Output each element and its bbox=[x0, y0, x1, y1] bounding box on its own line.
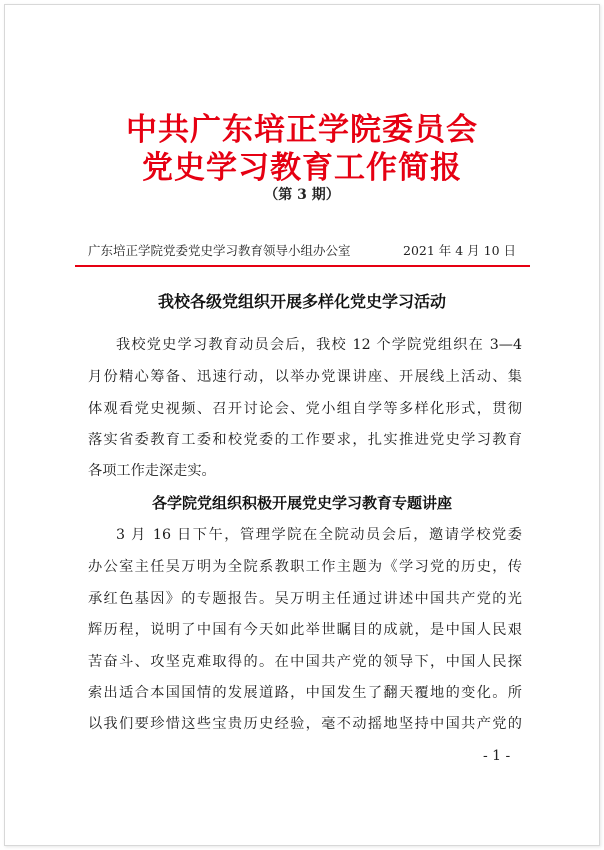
issuing-office: 广东培正学院党委党史学习教育领导小组办公室 bbox=[88, 243, 351, 258]
page-number: - 1 - bbox=[483, 748, 511, 764]
issue-date: 2021 年 4 月 10 日 bbox=[403, 243, 517, 258]
paragraph2-line: 索出适合本国国情的发展道路，中国发生了翻天覆地的变化。所 bbox=[88, 685, 522, 701]
briefing-title-line1: 中共广东培正学院委员会 bbox=[126, 112, 478, 148]
issue-number: （第 3 期） bbox=[264, 187, 340, 203]
paragraph2-line: 以我们要珍惜这些宝贵历史经验，毫不动摇地坚持中国共产党的 bbox=[88, 716, 522, 732]
paragraph1-line: 体观看党史视频、召开讨论会、党小组自学等多样化形式，贯彻 bbox=[88, 401, 522, 417]
briefing-title-line2: 党史学习教育工作简报 bbox=[142, 150, 462, 186]
paragraph1-line: 我校党史学习教育动员会后，我校 12 个学院党组织在 3—4 bbox=[116, 337, 522, 353]
paragraph2-line: 办公室主任吴万明为全院系教职工作主题为《学习党的历史，传 bbox=[88, 559, 522, 575]
article-headline: 我校各级党组织开展多样化党史学习活动 bbox=[157, 292, 446, 311]
paragraph1-line: 各项工作走深走实。 bbox=[88, 463, 216, 479]
paragraph2-line: 承红色基因》的专题报告。吴万明主任通过讲述中国共产党的光 bbox=[88, 591, 522, 607]
paragraph2-line: 3 月 16 日下午，管理学院在全院动员会后，邀请学校党委 bbox=[116, 527, 522, 543]
paragraph1-line: 月份精心筹备、迅速行动，以举办党课讲座、开展线上活动、集 bbox=[88, 369, 522, 385]
paragraph2-line: 辉历程，说明了中国有今天如此举世瞩目的成就，是中国人民艰 bbox=[88, 622, 522, 638]
paragraph1-line: 落实省委教育工委和校党委的工作要求，扎实推进党史学习教育 bbox=[88, 432, 522, 448]
paragraph2-line: 苦奋斗、攻坚克难取得的。在中国共产党的领导下，中国人民探 bbox=[88, 654, 522, 670]
section-subheading: 各学院党组织积极开展党史学习教育专题讲座 bbox=[151, 494, 452, 512]
red-separator-line bbox=[75, 265, 530, 267]
